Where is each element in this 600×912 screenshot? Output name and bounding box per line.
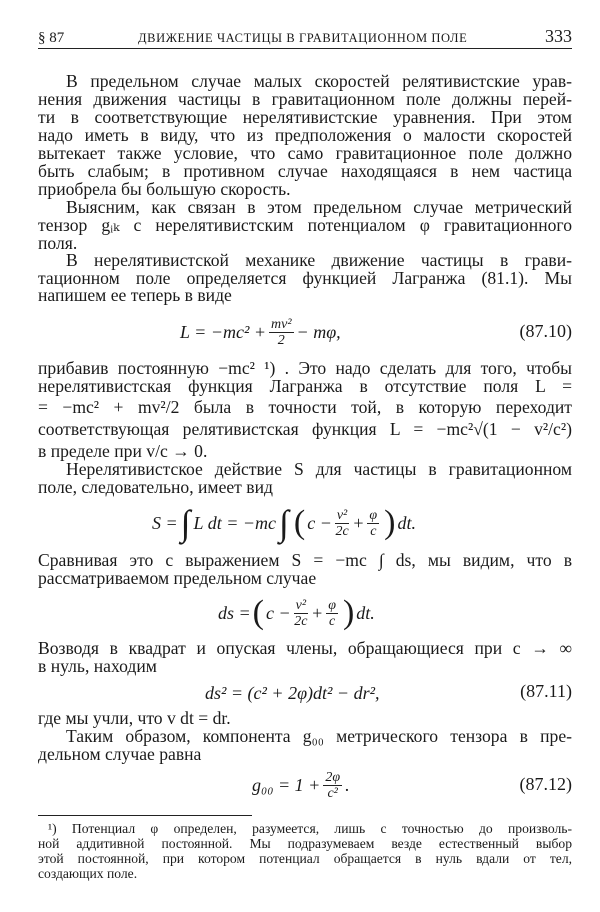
text-line: поля. <box>38 233 78 253</box>
section-number: § 87 <box>38 30 65 46</box>
eq-part: − mφ, <box>296 321 341 342</box>
text-line: Сравнивая это с выражением S = −mc ∫ ds, мы видим, что в <box>38 550 572 570</box>
chapter-title: ДВИЖЕНИЕ ЧАСТИЦЫ В ГРАВИТАЦИОННОМ ПОЛЕ <box>138 31 468 45</box>
footnote-line: этой постоянной, при котором потенциал обращается в нуль вдали от тел, <box>38 851 572 866</box>
denominator: 2c <box>294 613 308 629</box>
numerator: v² <box>336 507 348 523</box>
denominator: c <box>328 613 336 629</box>
equation-87-10 <box>180 314 341 350</box>
page-number: 333 <box>545 26 572 46</box>
fraction <box>269 317 294 348</box>
footnote-line: ¹) Потенциал φ определен, разумеется, лишь с точностью до произволь- <box>48 821 572 836</box>
footnote-line: создающих поле. <box>38 866 138 881</box>
eq-part: . <box>345 774 350 795</box>
numerator: 2φ <box>325 769 341 785</box>
text-line: = −mc² + mv²/2 была в точности той, в которую переходит <box>38 397 572 417</box>
denominator: 2 <box>277 332 285 348</box>
fraction <box>294 598 308 629</box>
fraction <box>326 598 338 629</box>
eq-part: c − <box>307 512 332 533</box>
text-line: Возводя в квадрат и опуская члены, обращающиеся при c → ∞ <box>38 638 572 658</box>
text-line: соответствующая релятивистская функция L = −mc²√(1 − v²/c²) <box>38 419 572 439</box>
text-line: прибавив постоянную −mc² ¹) . Это надо сделать для того, чтобы <box>38 358 572 378</box>
eq-part: ds = <box>218 602 251 623</box>
equation-action <box>152 502 416 544</box>
equation-87-12 <box>252 767 350 803</box>
eq-part: + <box>352 512 365 533</box>
text-line: Нерелятивистское действие S для частицы в гравитационном <box>66 459 572 479</box>
text-line: где мы учли, что v dt = dr. <box>38 708 231 728</box>
denominator: c <box>370 523 377 539</box>
fraction <box>335 508 349 539</box>
text-line: нерелятивистская функция Лагранжа в отсутствие поля L = <box>38 376 572 396</box>
paren: ( <box>252 594 264 631</box>
equation-ds <box>218 593 375 633</box>
equation-label: (87.10) <box>519 321 572 341</box>
text-line: напишем ее теперь в виде <box>38 285 232 305</box>
text-line: в нуль, находим <box>38 656 157 676</box>
fraction <box>367 508 379 539</box>
eq-part: g₀₀ = 1 + <box>252 774 321 795</box>
eq-part: + <box>311 602 324 623</box>
equation-label: (87.11) <box>520 681 572 701</box>
text-line: поле, следовательно, имеет вид <box>38 477 273 497</box>
text-line: Таким образом, компонента g₀₀ метрического тензора в пре- <box>66 726 572 746</box>
fraction <box>323 770 342 801</box>
numerator: φ <box>328 597 336 613</box>
text-line: В предельном случае малых скоростей релятивистские урав- <box>66 71 572 91</box>
footnote-rule <box>38 815 252 816</box>
text-line: нения движения частицы в гравитационном поле должны перей- <box>38 89 572 109</box>
equation-label: (87.12) <box>519 774 572 794</box>
header-rule <box>38 48 572 49</box>
eq-part: dt. <box>397 512 417 533</box>
equation-87-11 <box>205 681 379 705</box>
paren: ) <box>342 594 355 631</box>
denominator: c² <box>327 785 338 801</box>
text-line: надо иметь в виду, что из предположения о малости скоростей <box>38 125 572 145</box>
text-line: приобрела бы большую скорость. <box>38 179 291 199</box>
text-line: ти в соответствующие нерелятивистские уравнения. При этом <box>38 107 572 127</box>
eq-part: dt. <box>356 602 375 623</box>
text-line: Выясним, как связан в этом предельном случае метрический <box>66 197 572 217</box>
eq-part: ds² = (c² + 2φ)dt² − dr², <box>205 682 380 703</box>
text-line: дельном случае равна <box>38 744 202 764</box>
numerator: φ <box>369 507 378 523</box>
eq-part: c − <box>265 602 291 623</box>
text-line: тензор gᵢₖ с нерелятивистским потенциалом φ гравитационного <box>38 215 572 235</box>
denominator: 2c <box>335 523 349 539</box>
eq-part: L = −mc² + <box>180 321 267 342</box>
paren: ( <box>293 504 306 541</box>
integral-sign: ∫ <box>180 503 191 543</box>
eq-part: S = <box>152 512 178 533</box>
text-line: быть слабым; в противном случае находящаяся в нем частица <box>38 161 572 181</box>
paren: ) <box>384 504 396 541</box>
text-line: в пределе при v/c → 0. <box>38 441 208 461</box>
numerator: mv² <box>271 316 292 332</box>
eq-part: L dt = −mc <box>193 512 276 533</box>
text-line: В нерелятивистской механике движение частицы в грави- <box>66 250 572 270</box>
footnote-line: ной аддитивной постоянной. Мы подразумеваем везде естественный выбор <box>38 836 572 851</box>
text-line: рассматриваемом предельном случае <box>38 568 317 588</box>
text-line: тационном поле определяется функцией Лагранжа (81.1). Мы <box>38 268 572 288</box>
integral-sign: ∫ <box>279 503 289 543</box>
numerator: v² <box>295 597 307 613</box>
text-line: вытекает также условие, что само гравитационное поле должно <box>38 143 572 163</box>
